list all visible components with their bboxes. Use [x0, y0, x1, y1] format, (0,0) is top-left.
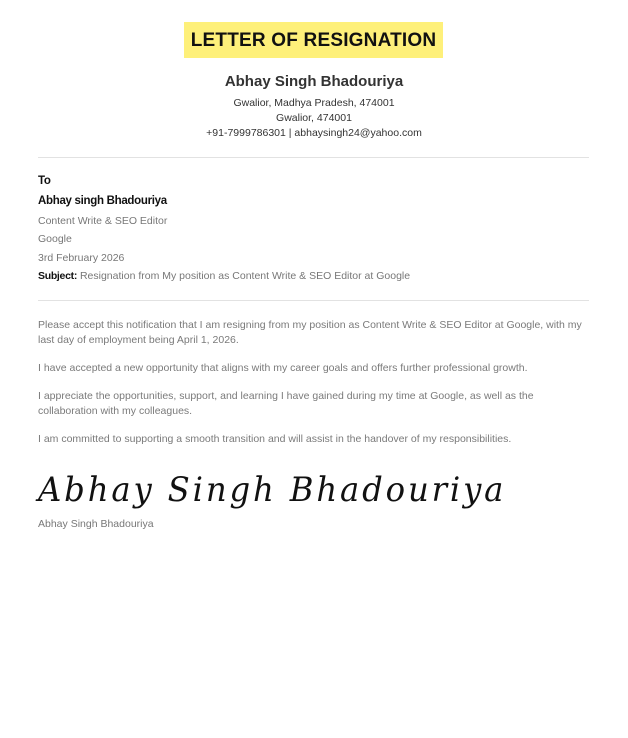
body-paragraph: I appreciate the opportunities, support, and learning I have gained during my time at Google, as well as the collaboration with my colleagues. — [38, 390, 534, 417]
divider — [38, 300, 589, 301]
recipient-name: Abhay singh Bhadouriya — [38, 195, 167, 207]
sender-address-line1: Gwalior, Madhya Pradesh, 474001 — [233, 97, 395, 109]
printed-signature-name: Abhay Singh Bhadouriya — [38, 518, 154, 530]
recipient-position: Content Write & SEO Editor — [38, 215, 168, 227]
sender-contact: +91-7999786301 | abhaysingh24@yahoo.com — [206, 127, 422, 139]
body-paragraph: I am committed to supporting a smooth transition and will assist in the handover of my responsibilities. — [38, 433, 512, 445]
body-paragraph: I have accepted a new opportunity that aligns with my career goals and offers further professional growth. — [38, 362, 528, 374]
subject-text: Resignation from My position as Content Write & SEO Editor at Google — [79, 270, 411, 282]
sender-address-line2: Gwalior, 474001 — [276, 112, 352, 124]
sender-name: Abhay Singh Bhadouriya — [224, 73, 404, 90]
handwritten-signature: Abhay Singh Bhadouriya — [38, 470, 507, 510]
to-label: To — [38, 175, 51, 187]
letter-date: 3rd February 2026 — [38, 252, 125, 264]
subject-label: Subject: — [38, 270, 78, 282]
recipient-company: Google — [38, 233, 72, 245]
document-title: LETTER OF RESIGNATION — [184, 22, 443, 58]
divider — [38, 157, 589, 158]
body-paragraph: Please accept this notification that I am resigning from my position as Content Write & SEO Editor at Google, with my last day of employment being April 1, 2026. — [38, 319, 582, 346]
subject-line — [38, 270, 410, 282]
